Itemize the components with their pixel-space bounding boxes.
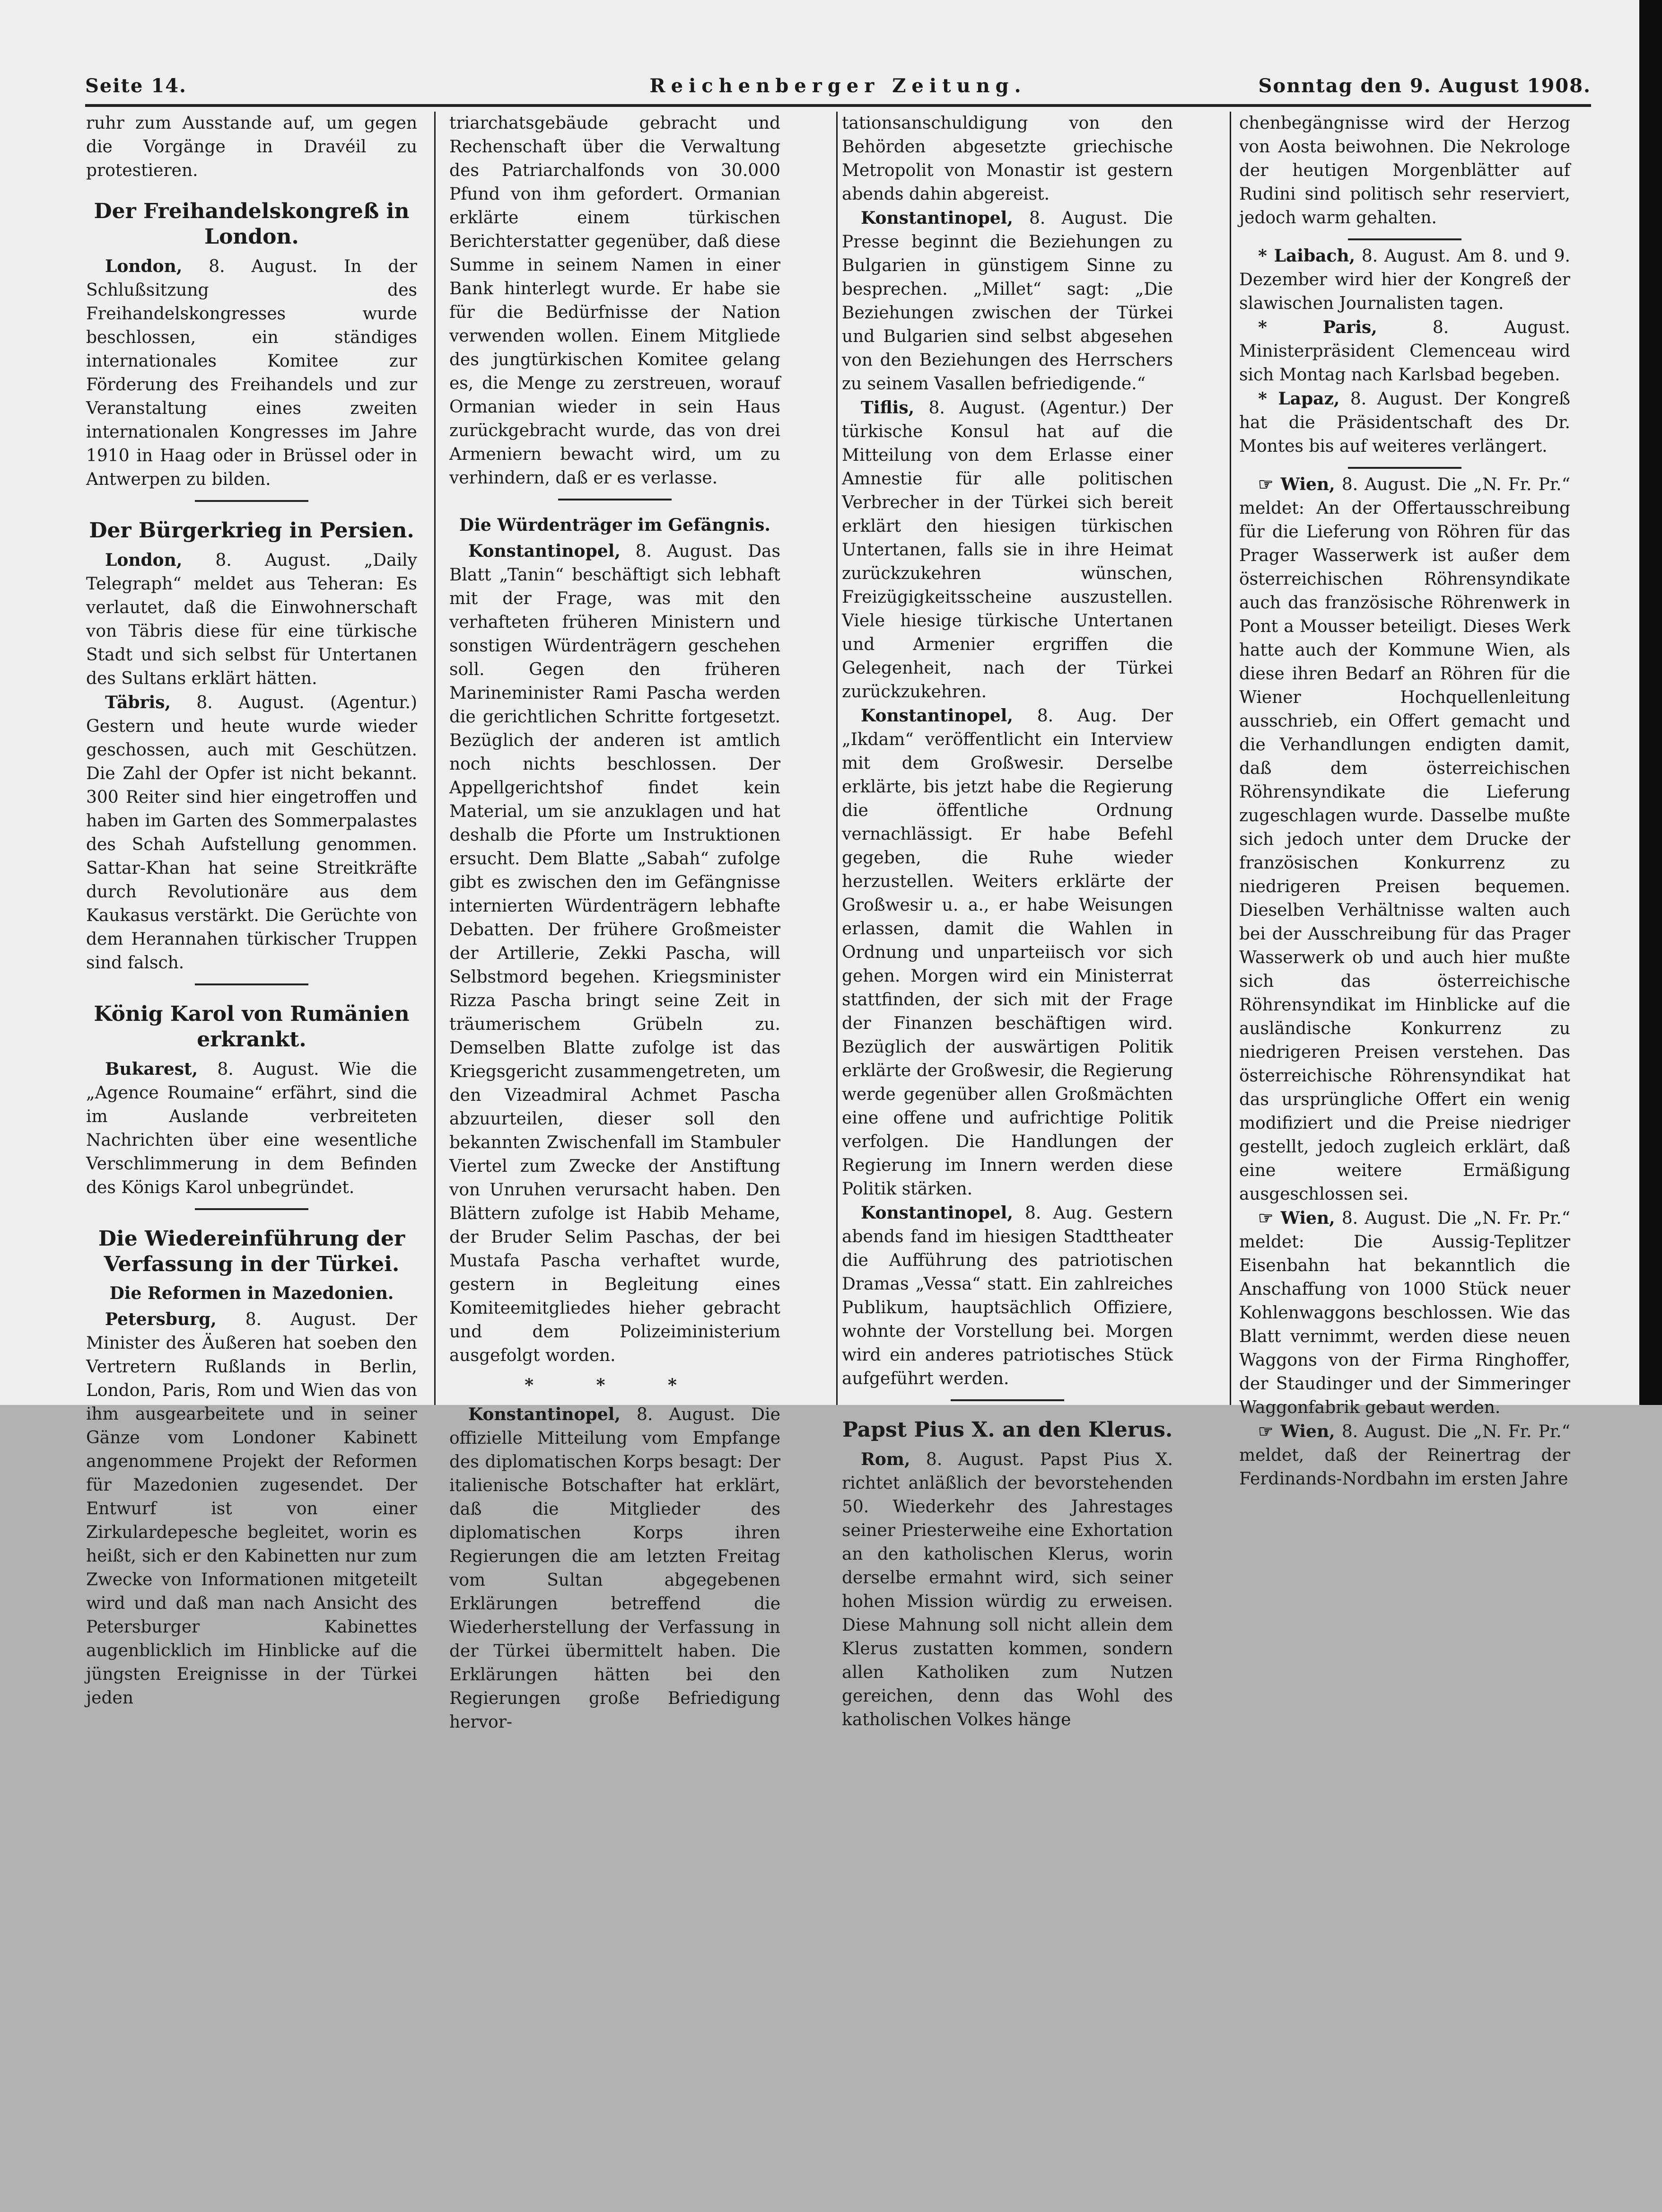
- paragraph-text: 8. August. Der Kongreß hat die Präsidentschaft des Dr. Montes bis auf weiteres verlängert.: [1239, 389, 1570, 456]
- article-paragraph: [449, 1403, 780, 1734]
- page-number: Seite 14.: [85, 75, 187, 97]
- section-divider: [195, 500, 308, 502]
- dateline: Konstantinopel,: [861, 706, 1013, 726]
- article-paragraph: [86, 1057, 417, 1200]
- article-paragraph: [1239, 1420, 1570, 1491]
- column-rule: [434, 112, 436, 1405]
- article-subheading: Die Reformen in Mazedonien.: [109, 1283, 394, 1303]
- paragraph-text: 8. August. Die „N. Fr. Pr.“ meldet: An der Offertausschreibung für die Lieferung von Röhren für das Prager Wasserwerk ist außer dem österreichischen Röhrensyndikate auch das französische Röhrenwerk in Pont a Mousser beteiligt. Dieses Werk hatte auch der Kommune Wien, als diese ihren Bedarf an Röhren für die Wiener Hochquellenleitung ausschrieb, ein Offert gemacht und die Verhandlungen endigten damit, daß dem österreichischen Röhrensyndikate die Lieferung zugeschlagen wurde. Dasselbe mußte sich jedoch unter dem Drucke der französischen Konkurrenz zu niedrigeren Preisen bequemen. Dieselben Verhältnisse walten auch bei der Ausschreibung für das Prager Wasserwerk ob und auch hier mußte sich das österreichische Röhrensyndikat im Hinblicke auf die ausländische Konkurrenz zu niedrigeren Preisen verstehen. Das österreichische Röhrensyndikat hat das ursprüngliche Offert ein wenig modifiziert und die Preise niedriger gestellt, jedoch zugleich erklärt, daß eine weitere Ermäßigung ausgeschlossen sei.: [1239, 475, 1571, 1204]
- article-paragraph: [1239, 112, 1570, 230]
- paragraph-text: 8. August. Ministerpräsident Clemenceau wird sich Montag nach Karlsbad begeben.: [1239, 318, 1570, 385]
- dateline: London,: [105, 550, 183, 570]
- paragraph-text: 8. August. Der Minister des Äußeren hat soeben den Vertretern Rußlands in Berlin, London, Paris, Rom und Wien das von ihm ausgearbeitete und in seiner Gänze vom Londoner Kabinett angenommene Projekt der Reformen für Mazedonien zugesendet. Der Entwurf ist von einer Zirkulardepesche begleitet, worin es heißt, sich er den Kabinetten nur zum Zwecke von Informationen mitgeteilt wird und daß man nach Ansicht des Petersburger Kabinettes augenblicklich im Hinblicke auf die jüngsten Ereignisse in der Türkei jeden: [86, 1310, 417, 1708]
- paragraph-text: 8. August. Die „N. Fr. Pr.“ meldet, daß der Reinertrag der Ferdinands-Nordbahn im ersten Jahre: [1239, 1422, 1571, 1489]
- article-paragraph: [1239, 387, 1570, 458]
- dateline: ☞ Wien,: [1258, 1422, 1335, 1441]
- dateline: Konstantinopel,: [861, 208, 1013, 228]
- article-paragraph: [86, 548, 417, 691]
- paragraph-text: 8. August. Die Presse beginnt die Beziehungen zu Bulgarien in günstigem Sinne zu besprechen. „Millet“ sagt: „Die Beziehungen zwischen der Türkei und Bulgarien sind selbst abgesehen von den Beziehungen des Herrschers zu seinem Vasallen befriedigende.“: [842, 209, 1173, 394]
- article-paragraph: [842, 1201, 1173, 1391]
- article-paragraph: [1239, 316, 1570, 387]
- article-paragraph: [842, 704, 1173, 1201]
- section-divider: [195, 1208, 308, 1210]
- article-paragraph: [842, 112, 1173, 206]
- page-header: [85, 71, 1591, 107]
- article-paragraph: [86, 691, 417, 975]
- asterism: * * *: [525, 1375, 705, 1395]
- section-divider: [951, 1399, 1064, 1401]
- dateline: Täbris,: [105, 693, 171, 712]
- article-heading: Die Würdenträger im Gefängnis.: [459, 515, 770, 535]
- article-paragraph: [449, 539, 780, 1368]
- article-paragraph: [1239, 473, 1570, 1206]
- paragraph-text: 8. August. Das Blatt „Tanin“ beschäftigt sich lebhaft mit der Frage, was mit den verhafteten früheren Ministern und sonstigen Würdenträgern geschehen soll. Gegen den früheren Marineminister Rami Pascha werden die gerichtlichen Schritte fortgesetzt. Bezüglich der anderen ist amtlich noch nichts beschlossen. Der Appellgerichtshof findet kein Material, um sie anzuklagen und hat deshalb die Pforte um Instruktionen ersucht. Dem Blatte „Sabah“ zufolge gibt es zwischen den im Gefängnisse internierten Würdenträgern lebhafte Debatten. Der frühere Großmeister der Artillerie, Zekki Pascha, will Selbstmord begehen. Kriegsminister Rizza Pascha bringt seine Zeit in träumerischem Grübeln zu. Demselben Blatte zufolge ist das Kriegsgericht zusammengetreten, um den Vizeadmiral Achmet Pascha abzuurteilen, dieser soll den bekannten Zwischenfall im Stambuler Viertel zum Zwecke der Anstiftung von Unruhen verursacht haben. Den Blättern zufolge ist Habib Mehame, der Bruder Selim Paschas, der bei Mustafa Pascha verhaftet wurde, gestern in Begleitung eines Komiteemitgliedes hieher gebracht und dem Polizeiministerium ausgefolgt worden.: [449, 542, 780, 1365]
- dateline: London,: [105, 256, 183, 276]
- article-heading: Die Wiedereinführung der Verfassung in der Türkei.: [98, 1227, 405, 1276]
- paragraph-text: 8. August. Die „N. Fr. Pr.“ meldet: Die Aussig-Teplitzer Eisenbahn hat bekanntlich die Anschaffung von 1000 Stück neuer Kohlenwaggons beschlossen. Wie das Blatt vernimmt, werden diese neuen Waggons von der Firma Ringhoffer, der Staudinger und der Simmeringer Waggonfabrik gebaut werden.: [1239, 1209, 1571, 1417]
- dateline: * Laibach,: [1258, 246, 1356, 266]
- dateline: Rom,: [861, 1449, 910, 1469]
- article-heading: Der Bürgerkrieg in Persien.: [89, 518, 414, 543]
- dateline: ☞ Wien,: [1258, 474, 1335, 494]
- dateline: Tiflis,: [861, 398, 915, 418]
- issue-date: Sonntag den 9. August 1908.: [1258, 75, 1591, 97]
- paragraph-text: 8. August. Die offizielle Mitteilung vom Empfange des diplomatischen Korps besagt: Der italienische Botschafter hat erklärt, daß die Mitglieder des diplomatischen Korps ihren Regierungen die am letzten Freitag vom Sultan abgegebenen Erklärungen betreffend die Wiederherstellung der Verfassung in der Türkei übermittelt haben. Die Erklärungen hätten bei den Regierungen große Befriedigung hervor-: [449, 1405, 780, 1732]
- article-paragraph: [842, 206, 1173, 396]
- dateline: * Lapaz,: [1258, 389, 1340, 409]
- article-paragraph: [86, 1308, 417, 1710]
- dateline: Petersburg,: [105, 1309, 217, 1329]
- paragraph-text: tationsanschuldigung von den Behörden abgesetzte griechische Metropolit von Monastir ist gestern abends dahin abgereist.: [842, 114, 1173, 204]
- dateline: Konstantinopel,: [468, 541, 621, 561]
- section-divider: [195, 983, 308, 985]
- section-divider: [1348, 467, 1461, 469]
- article-paragraph: [842, 1448, 1173, 1732]
- section-divider: [558, 499, 672, 500]
- column-rule: [1230, 112, 1231, 1405]
- column-4: [1239, 112, 1571, 1489]
- article-heading: Papst Pius X. an den Klerus.: [842, 1418, 1173, 1442]
- dateline: ☞ Wien,: [1258, 1208, 1335, 1228]
- column-2: [449, 112, 780, 1732]
- newspaper-title: Reichenberger Zeitung.: [649, 75, 1027, 97]
- dateline: Konstantinopel,: [861, 1203, 1013, 1223]
- paragraph-text: ruhr zum Ausstande auf, um gegen die Vorgänge in Dravéil zu protestieren.: [86, 114, 417, 180]
- paragraph-text: triarchatsgebäude gebracht und Rechenschaft über die Verwaltung des Patriarchalfonds von 30.000 Pfund von ihm gefordert. Ormanian erklärte einem türkischen Berichterstatter gegenüber, daß diese Summe in seinem Namen in einer Bank hinterlegt wurde. Er habe sie für die Bedürfnisse der Nation verwenden wollen. Einem Mitgliede des jungtürkischen Komitee gelang es, die Menge zu zerstreuen, worauf Ormanian wieder in sein Haus zurückgebracht wurde, das von drei Armeniern bewacht wird, um zu verhindern, daß er es verlasse.: [449, 114, 780, 488]
- article-paragraph: [1239, 1206, 1570, 1420]
- column-1: [86, 112, 417, 1708]
- paragraph-text: 8. August. Wie die „Agence Roumaine“ erfährt, sind die im Auslande verbreiteten Nachrichten über eine wesentliche Verschlimmerung in dem Befinden des Königs Karol unbegründet.: [86, 1060, 417, 1197]
- paragraph-text: 8. August. Am 8. und 9. Dezember wird hier der Kongreß der slawischen Journalisten tagen.: [1239, 246, 1570, 313]
- paragraph-text: 8. August. In der Schlußsitzung des Freihandelskongresses wurde beschlossen, ein ständiges internationales Komitee zur Förderung des Freihandels und zur Veranstaltung eines zweiten internationalen Kongresses im Jahre 1910 in Haag oder in Brüssel oder in Antwerpen zu bilden.: [86, 257, 417, 489]
- paragraph-text: 8. August. Papst Pius X. richtet anläßlich der bevorstehenden 50. Wiederkehr des Jahrestages seiner Priesterweihe eine Exhortation an den katholischen Klerus, worin derselbe ermahnt wird, sich seiner hohen Mission würdig zu erweisen. Diese Mahnung soll nicht allein dem Klerus zustatten kommen, sondern allen Katholiken zum Nutzen gereichen, denn das Wohl des katholischen Volkes hänge: [842, 1450, 1173, 1729]
- dateline: * Paris,: [1258, 317, 1377, 337]
- paragraph-text: 8. August. „Daily Telegraph“ meldet aus Teheran: Es verlautet, daß die Einwohnerschaft von Täbris diese für eine türkische Stadt und sich selbst für Untertanen des Sultans erklärt hätten.: [86, 551, 417, 688]
- article-heading: Der Freihandelskongreß in London.: [94, 199, 410, 249]
- scan-edge: [1639, 0, 1662, 1405]
- article-paragraph: [449, 112, 780, 490]
- dateline: Konstantinopel,: [468, 1404, 621, 1424]
- article-paragraph: [1239, 244, 1570, 316]
- article-paragraph: [86, 255, 417, 492]
- paragraph-text: 8. August. (Agentur.) Gestern und heute wurde wieder geschossen, auch mit Geschützen. Die Zahl der Opfer ist nicht bekannt. 300 Reiter sind hier eingetroffen und haben im Garten des Sommerpalastes des Schah Aufstellung genommen. Sattar-Khan hat seine Streitkräfte durch Revolutionäre aus dem Kaukasus verstärkt. Die Gerüchte von dem Herannahen türkischer Truppen sind falsch.: [86, 693, 417, 973]
- article-heading: König Karol von Rumänien erkrankt.: [94, 1002, 410, 1052]
- column-3: [842, 112, 1173, 1729]
- article-paragraph: [842, 396, 1173, 704]
- paragraph-text: chenbegängnisse wird der Herzog von Aosta beiwohnen. Die Nekrologe der heutigen Morgenblätter auf Rudini sind politisch sehr reserviert, jedoch warm gehalten.: [1239, 114, 1570, 228]
- article-paragraph: [86, 112, 417, 183]
- paragraph-text: 8. Aug. Gestern abends fand im hiesigen Stadttheater die Aufführung des patriotischen Dramas „Vessa“ statt. Ein zahlreiches Publikum, hauptsächlich Offiziere, wohnte der Vorstellung bei. Morgen wird ein anderes patriotisches Stück aufgeführt werden.: [842, 1203, 1173, 1388]
- paragraph-text: 8. August. (Agentur.) Der türkische Konsul hat auf die Mitteilung von dem Erlasse einer Amnestie für alle politischen Verbrecher in der Türkei sich bereit erklärt den hiesigen türkischen Untertanen, falls sie in ihre Heimat zurückzukehren wünschen, Freizügigkeitsscheine auszustellen. Viele hiesige türkische Untertanen und Armenier ergriffen die Gelegenheit, nach der Türkei zurückzukehren.: [842, 398, 1173, 702]
- paragraph-text: 8. Aug. Der „Ikdam“ veröffentlicht ein Interview mit dem Großwesir. Derselbe erklärte, bis jetzt habe die Regierung die öffentliche Ordnung vernachlässigt. Er habe Befehl gegeben, die Ruhe wieder herzustellen. Weiters erklärte der Großwesir u. a., er habe Weisungen erlassen, damit die Wahlen in Ordnung und unparteiisch vor sich gehen. Morgen wird ein Ministerrat stattfinden, der sich mit der Frage der Finanzen beschäftigen wird. Bezüglich der auswärtigen Politik erklärte der Großwesir, die Regierung werde gegenüber allen Großmächten eine offene und aufrichtige Politik verfolgen. Die Handlungen der Regierung im Innern werden diese Politik stärken.: [842, 706, 1173, 1199]
- section-divider: [1348, 238, 1461, 240]
- dateline: Bukarest,: [105, 1059, 198, 1079]
- column-rule: [836, 112, 838, 1405]
